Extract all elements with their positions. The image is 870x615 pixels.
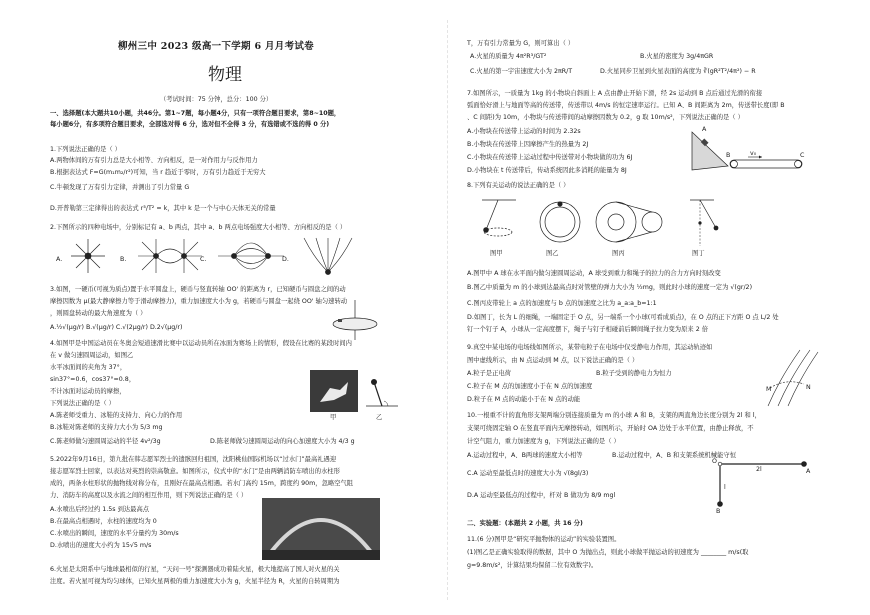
q7-point-b: B: [726, 152, 731, 159]
q8-option-c: C.图丙皮带轮上 a 点的加速度与 b 点的加速度之比为 a_a:a_b=1:1: [467, 300, 657, 307]
q5-option-b: B.在最高点相遇时，水柱的速度均为 0: [50, 518, 157, 525]
q10-line1: 10.一根重不计的直角形支架两端分别连接质量为 m 的小球 A 和 B，支架的两直角边长度分别为 2l 和 l，: [467, 412, 761, 419]
q4-option-c: C.陈老师做匀速圆周运动的半径 4v²/3g: [50, 438, 161, 445]
q7-v0-label: v₀: [750, 150, 757, 157]
q6-option-c: C.火星的第一宇宙速度大小为 2πR/T: [470, 68, 573, 75]
q2-label-b: B.: [120, 256, 127, 263]
q8-option-a: A.图甲中 A 球在水平面内做匀速圆周运动，A 球受到重力和绳子的拉力的合力方向时刻改变: [467, 270, 721, 277]
q4-line6: 下列说法正确的是（ ）: [50, 400, 115, 407]
q7-line2: 弧面恰好滑上与地面等高的传送带，传送带以 4m/s 的恒定速率运行。已知 A、B 间距离为 2m，传送带长度(即 B: [467, 102, 785, 109]
exam-info: （考试时间：75 分钟，总分：100 分）: [160, 96, 273, 103]
q9-option-c: C.粒子在 M 点的加速度小于在 N 点的加速度: [467, 383, 593, 390]
q6-option-b: B.火星的密度为 3g/4πGR: [640, 53, 714, 60]
q5-option-d: D.水喷出的速度大小约为 15√5 m/s: [50, 542, 152, 549]
q3-disc-figure: [330, 300, 380, 340]
q8-fig-jia: 图甲: [490, 250, 503, 257]
q8-option-d1: D.如图丁，长为 L 的细绳，一端固定于 O 点，另一端系一个小球(可看成质点)，在 O 点的正下方距 O 点 L/2 处: [467, 314, 779, 321]
q9-field-lines-figure: [760, 348, 820, 408]
q10-bracket-figure: [716, 458, 816, 508]
q5-line3: 成的，两条水柱形状的抛物线对称分布，且刚好在最高点相遇。若水门高约 15m，跨度约 90m，忽略空气阻: [50, 480, 354, 487]
q10-len-2l: 2l: [756, 466, 762, 473]
q7-option-c: C.小物块在传送带上运动过程中传送带对小物块做的功为 6J: [467, 154, 633, 161]
q8-fig-yi: 图乙: [546, 250, 559, 257]
q9-option-d: D.粒子在 M 点的动能小于在 N 点的动能: [467, 396, 581, 403]
q7-point-a: A: [702, 126, 707, 133]
q8-fig-ding: 图丁: [692, 250, 705, 257]
q9-line2: 图中虚线所示，由 N 点运动到 M 点，以下说法正确的是（ ）: [467, 357, 639, 364]
q5-option-a: A.水喷出后经过约 1.5s 到达最高点: [50, 506, 150, 513]
q10-ball-b: B: [716, 508, 721, 515]
q5-line4: 力、消防车的高度以及水流之间的相互作用，则下列说法正确的是（ ）: [50, 492, 248, 499]
q2-field-figures: [62, 236, 422, 276]
q9-line1: 9.真空中某电场的电场线如图所示，某带电粒子在电场中仅受静电力作用，其运动轨迹如: [467, 344, 713, 351]
q5-water-arc: [262, 498, 380, 560]
q2-label-d: D.: [282, 256, 289, 263]
q4-line3: 水平冰面间的夹角为 37°，: [50, 364, 127, 371]
section2-header: 二、实验题：(本题共 2 小题，共 16 分): [467, 520, 583, 527]
exam-title: 柳州三中 2023 级高一下学期 6 月月考试卷: [118, 41, 314, 52]
q4-force-diagram: [362, 376, 402, 410]
q9-point-m: M: [766, 386, 772, 393]
q5-line1: 5.2022年9月16日，第九批在韩志愿军烈士的遗骸回归祖国，沈阳桃仙国际机场以“过水门”最高礼遇迎: [50, 456, 337, 463]
q1-option-d: D.开普勒第三定律得出的表达式 r³/T² = k，其中 k 是一个与中心天体无关的常量: [50, 205, 276, 212]
q6-right-line1: T，万有引力常量为 G，则可算出（ ）: [467, 40, 575, 47]
q1-option-b: B.根据表达式 F=G(m₁m₂/r²)可知，当 r 趋近于零时，万有引力趋近于无穷大: [50, 169, 266, 176]
q7-option-b: B.小物块在传送带上因摩擦产生的热量为 2J: [467, 141, 589, 148]
q2-stem: 2.下图所示的四种电场中，分别标记有 a、b 两点，其中 a、b 两点电场强度大小相等、方向相反的是（ ）: [50, 224, 347, 231]
q9-point-n: N: [806, 384, 811, 391]
q8-option-b: B.图乙中质量为 m 的小球到达最高点时对管壁的弹力大小为 ½mg，则此时小球的速度一定为 √(gr/2): [467, 284, 753, 291]
q6-option-d: D.火星同步卫星到火星表面的高度为 ∛(gR²T²/4π²) − R: [600, 68, 756, 75]
q4-line4: sin37°=0.6，cos37°=0.8，: [50, 376, 136, 383]
q4-line5: 不计冰面对运动员的摩擦，: [50, 388, 126, 395]
q8-fig-ding-diagram: [684, 196, 724, 254]
q2-label-c: C.: [200, 256, 207, 263]
q7-point-c: C: [800, 152, 805, 159]
q5-option-c: C.水喷出的瞬间，速度的水平分量约为 30m/s: [50, 530, 179, 537]
q4-line2: 在 v 做匀速圆周运动，如图乙: [50, 352, 134, 359]
q8-figures: [476, 196, 676, 254]
q1-option-c: C.牛顿发现了万有引力定律，并测出了引力常量 G: [50, 184, 190, 191]
q11-line2: (1)图乙是正确实验取得的数据，其中 O 为抛出点，则此小球做平抛运动的初速度为 ________ m/s(取: [467, 549, 749, 556]
q6-line1: 6.火星是太阳系中与地球最相似的行星，“天问一号”探测器成功着陆火星，极大地提高了国人对火星的关: [50, 566, 340, 573]
q10-option-a: A.运动过程中，A、B两球的速度大小相等: [467, 452, 583, 459]
q3-line1: 3.如图，一硬币(可视为质点)置于水平圆盘上，硬币与竖直转轴 OO' 的距离为 r，已知硬币与圆盘之间的动: [50, 286, 346, 293]
exam-subject: 物理: [208, 65, 242, 85]
q2-label-a: A.: [56, 256, 63, 263]
q8-option-d2: 钉一个钉子 A，小球从一定高度摆下，绳子与钉子相碰前后瞬间绳子拉力变为原来 2 倍: [467, 326, 709, 333]
q9-option-b: B.粒子受到的静电力为恒力: [596, 370, 672, 377]
q10-len-l: l: [724, 484, 726, 491]
q10-option-c: C.A 运动至最低点时的速度大小为 √(8gl/3): [467, 470, 589, 477]
q7-line1: 7.如图所示，一质量为 1kg 的小物块自斜面上 A 点由静止开始下滑，经 2s 运动到 B 点后通过光滑的衔接: [467, 90, 763, 97]
q5-water-gate-photo: [262, 498, 380, 560]
q5-line2: 接志愿军烈士回家，以表达对英烈的崇高敬意。如图所示，仪式中的“水门”是由两辆消防车喷出的水柱形: [50, 468, 340, 475]
section1-line1: 一、选择题(本大题共10小题，共46分。第1~7题，每小题4分，只有一项符合题目要求，第8~10题，: [50, 110, 341, 117]
q10-option-d: D.A 运动至最低点的过程中，杆对 B 做功为 8/9 mgl: [467, 492, 616, 499]
q4-option-a: A.陈老师受重力、冰鞋的支持力、向心力的作用: [50, 412, 183, 419]
q9-option-a: A.粒子是正电荷: [467, 370, 511, 377]
q6-line2: 注度。若火星可视为均匀球体，已知火星两极的重力加速度大小为 g，火星半径为 R，火星的自转周期为: [50, 578, 340, 585]
q10-line3: 计空气阻力，重力加速度为 g，下列说法正确的是（ ）: [467, 438, 620, 445]
q8-stem: 8.下列有关运动的说法正确的是（ ）: [467, 182, 570, 189]
q11-line1: 11.(6 分)图甲是“研究平抛物体的运动”的实验装置图。: [467, 536, 621, 543]
q4-option-d: D.陈老师做匀速圆周运动的向心加速度大小为 4/3 g: [210, 438, 355, 445]
q4-option-b: B.冰鞋对陈老师的支持力大小为 5/3 mg: [50, 424, 163, 431]
q10-point-o: O: [712, 458, 717, 465]
q10-line2: 支架可绕固定轴 O 在竖直平面内无摩擦转动，如图所示，开始时 OA 边处于水平位置，由静止释放，不: [467, 425, 754, 432]
q11-line3: g=9.8m/s²，计算结果均保留二位有效数字)。: [467, 562, 598, 569]
q3-line3: ，则圆盘转动的最大角速度为（ ）: [50, 310, 147, 317]
q10-option-b: B.运动过程中，A、B 和支架系统机械能守恒: [612, 452, 736, 459]
q8-fig-bing: 图丙: [612, 250, 625, 257]
q1-option-a: A.两物体间的万有引力总是大小相等、方向相反，是一对作用力与反作用力: [50, 157, 258, 164]
q3-options: A.½√(μg/r) B.√(μg/r) C.√(2μg/r) D.2√(μg/r): [50, 324, 183, 331]
q1-stem: 1.下列说法正确的是（ ）: [50, 146, 121, 153]
q7-option-d: D.小物块在 t 传送带后，传动系统因此多消耗的能量为 8J: [467, 167, 627, 174]
q7-option-a: A.小物块在传送带上运动的时间为 2.32s: [467, 128, 581, 135]
q7-line3: 、C 间距)为 10m，小物块与传送带间的动摩擦因数为 0.2，g 取 10m/s²，下列说法正确的是（ ）: [467, 114, 744, 121]
q10-ball-a: A: [806, 468, 811, 475]
q4-line1: 4.如图甲是中国运动员在冬奥会短道速滑比赛中以运动员所在冰面为赛场上的情形，假设在比赛的某段时间内: [50, 340, 352, 347]
q4-fig-jia-label: 甲: [330, 414, 337, 421]
q6-option-a: A.火星的质量为 4π²R³/GT²: [470, 53, 547, 60]
column-divider: [447, 20, 448, 600]
q4-skater-photo: [310, 370, 358, 412]
section1-line2: 每小题6分，有多项符合题目要求，全部选对得 6 分，选对但不全得 3 分，有选错或不选的得 0 分): [50, 121, 330, 128]
q4-skater-silhouette: [310, 370, 358, 412]
q3-line2: 摩擦因数为 μ(最大静摩擦力等于滑动摩擦力)，重力加速度大小为 g，若硬币与圆盘一起绕 OO' 轴匀速转动: [50, 298, 348, 305]
q4-fig-yi-label: 乙: [376, 414, 383, 421]
